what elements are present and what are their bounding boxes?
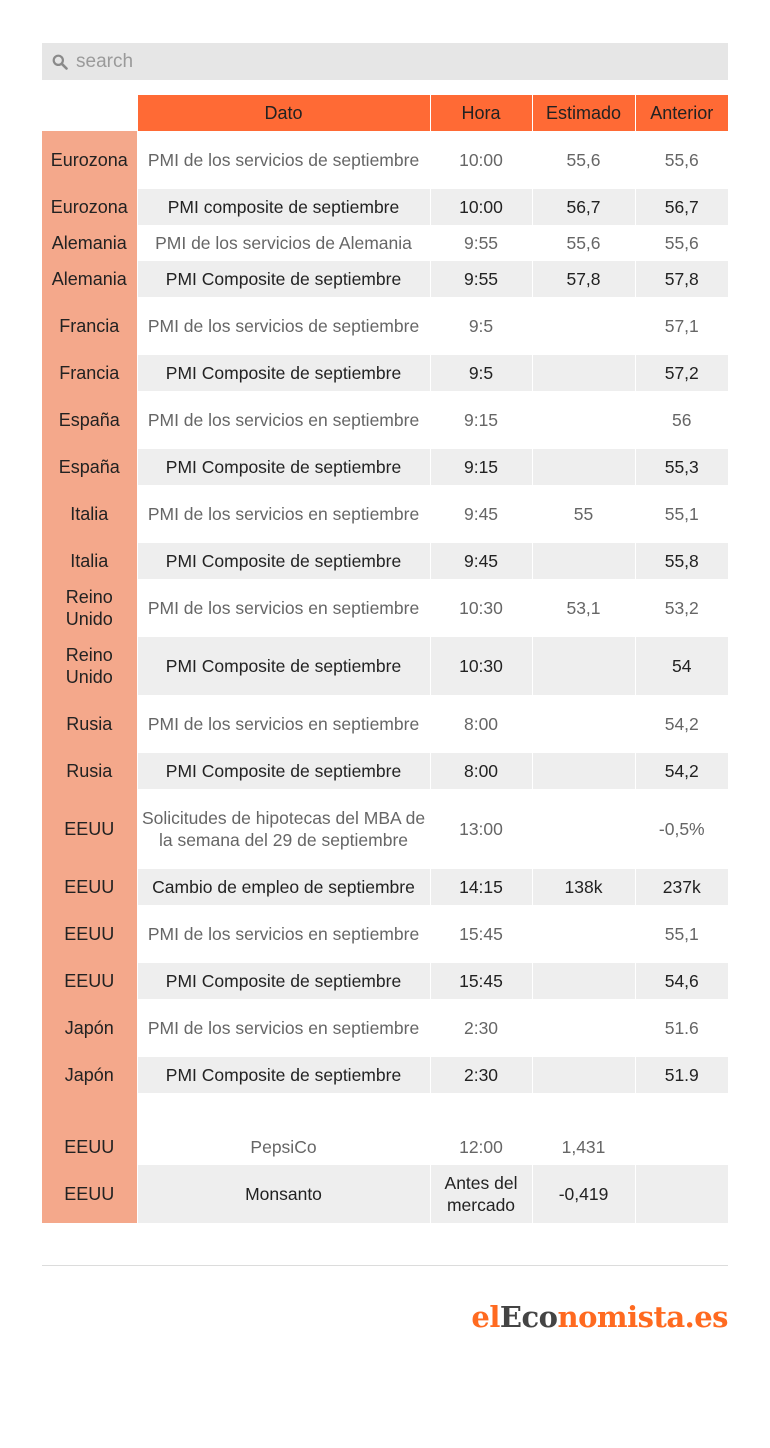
table-row	[42, 225, 728, 261]
table-row	[42, 449, 728, 485]
logo-text-eco: Eco	[499, 1300, 558, 1334]
cell-dato: PMI composite de septiembre	[137, 189, 430, 225]
logo-text-nomista: nomista.es	[557, 1300, 728, 1334]
cell-country: Rusia	[42, 753, 137, 789]
cell-hora: 2:30	[430, 1057, 532, 1093]
table-row	[42, 261, 728, 297]
cell-hora: 2:30	[430, 999, 532, 1057]
table-row	[42, 999, 728, 1057]
cell-dato: PMI de los servicios en septiembre	[137, 391, 430, 449]
table-row	[42, 189, 728, 225]
search-input[interactable]	[76, 51, 676, 73]
cell-anterior: 53,2	[635, 579, 728, 637]
cell-estimado	[532, 905, 635, 963]
cell-anterior: 56,7	[635, 189, 728, 225]
cell-estimado	[532, 543, 635, 579]
header-corner	[42, 95, 137, 131]
cell-anterior: 51.9	[635, 1057, 728, 1093]
column-header-anterior[interactable]: Anterior	[635, 95, 728, 131]
cell-hora: Antes del mercado	[430, 1165, 532, 1223]
cell-dato: PMI de los servicios de septiembre	[137, 297, 430, 355]
cell-hora: 15:45	[430, 963, 532, 999]
cell-anterior: -0,5%	[635, 789, 728, 869]
cell-hora: 10:00	[430, 131, 532, 189]
cell-dato: PMI de los servicios de septiembre	[137, 131, 430, 189]
cell-estimado: 53,1	[532, 579, 635, 637]
cell-dato: PMI Composite de septiembre	[137, 449, 430, 485]
cell-country: Reino Unido	[42, 637, 137, 695]
cell-anterior: 54	[635, 637, 728, 695]
cell-estimado	[532, 789, 635, 869]
cell-country: EEUU	[42, 905, 137, 963]
cell-dato: PMI de los servicios en septiembre	[137, 999, 430, 1057]
table-row	[42, 543, 728, 579]
column-header-hora[interactable]: Hora	[430, 95, 532, 131]
cell-hora: 8:00	[430, 695, 532, 753]
cell-country: EEUU	[42, 1129, 137, 1165]
cell-anterior: 56	[635, 391, 728, 449]
logo-text-el: el	[471, 1300, 500, 1334]
table-row	[42, 297, 728, 355]
cell-anterior: 54,6	[635, 963, 728, 999]
cell-estimado	[532, 637, 635, 695]
table-row	[42, 1057, 728, 1093]
cell-anterior: 54,2	[635, 695, 728, 753]
cell-hora: 9:55	[430, 225, 532, 261]
cell-estimado: 57,8	[532, 261, 635, 297]
cell-hora: 9:45	[430, 485, 532, 543]
table-row	[42, 963, 728, 999]
column-header-dato[interactable]: Dato	[137, 95, 430, 131]
cell-estimado: 55,6	[532, 225, 635, 261]
cell-dato: PepsiCo	[137, 1129, 430, 1165]
cell-estimado: 1,431	[532, 1129, 635, 1165]
cell-country: Alemania	[42, 225, 137, 261]
cell-hora: 9:45	[430, 543, 532, 579]
cell-anterior: 55,1	[635, 905, 728, 963]
cell-hora: 12:00	[430, 1129, 532, 1165]
cell-estimado	[532, 963, 635, 999]
cell-anterior: 57,8	[635, 261, 728, 297]
cell-anterior: 51.6	[635, 999, 728, 1057]
cell-hora: 10:00	[430, 189, 532, 225]
cell-anterior	[635, 1165, 728, 1223]
cell-dato: PMI de los servicios en septiembre	[137, 905, 430, 963]
cell-country: EEUU	[42, 789, 137, 869]
cell-anterior	[635, 1129, 728, 1165]
cell-dato	[137, 1093, 430, 1129]
cell-country: Reino Unido	[42, 579, 137, 637]
cell-dato: PMI Composite de septiembre	[137, 261, 430, 297]
table-row	[42, 1129, 728, 1165]
search-bar[interactable]	[42, 43, 728, 80]
table-row	[42, 753, 728, 789]
cell-anterior: 57,1	[635, 297, 728, 355]
table-row	[42, 579, 728, 637]
cell-anterior: 55,6	[635, 131, 728, 189]
cell-hora	[430, 1093, 532, 1129]
cell-dato: PMI de los servicios en septiembre	[137, 695, 430, 753]
cell-hora: 9:55	[430, 261, 532, 297]
table-row	[42, 905, 728, 963]
cell-dato: PMI Composite de septiembre	[137, 753, 430, 789]
column-header-estimado[interactable]: Estimado	[532, 95, 635, 131]
table-row	[42, 355, 728, 391]
cell-dato: PMI de los servicios en septiembre	[137, 579, 430, 637]
footer-divider	[42, 1265, 728, 1266]
cell-anterior: 54,2	[635, 753, 728, 789]
cell-country: Rusia	[42, 695, 137, 753]
cell-hora: 8:00	[430, 753, 532, 789]
cell-hora: 10:30	[430, 579, 532, 637]
cell-dato: PMI Composite de septiembre	[137, 355, 430, 391]
cell-estimado: 56,7	[532, 189, 635, 225]
cell-anterior	[635, 1093, 728, 1129]
cell-country: España	[42, 449, 137, 485]
table-row	[42, 789, 728, 869]
cell-estimado	[532, 695, 635, 753]
cell-country: Japón	[42, 999, 137, 1057]
cell-country: EEUU	[42, 963, 137, 999]
cell-estimado: 55,6	[532, 131, 635, 189]
cell-dato: PMI Composite de septiembre	[137, 963, 430, 999]
cell-hora: 13:00	[430, 789, 532, 869]
cell-hora: 15:45	[430, 905, 532, 963]
cell-hora: 14:15	[430, 869, 532, 905]
cell-estimado: 55	[532, 485, 635, 543]
cell-country: Eurozona	[42, 189, 137, 225]
cell-country: Alemania	[42, 261, 137, 297]
cell-estimado	[532, 297, 635, 355]
cell-estimado	[532, 391, 635, 449]
cell-dato: PMI de los servicios de Alemania	[137, 225, 430, 261]
cell-anterior: 55,3	[635, 449, 728, 485]
cell-anterior: 55,8	[635, 543, 728, 579]
table-row	[42, 131, 728, 189]
cell-hora: 10:30	[430, 637, 532, 695]
eleconomista-logo[interactable]	[471, 1300, 728, 1334]
cell-country: España	[42, 391, 137, 449]
cell-estimado	[532, 753, 635, 789]
table-row	[42, 485, 728, 543]
table-header-row	[42, 95, 728, 131]
table-spacer-row	[42, 1093, 728, 1129]
cell-dato: Cambio de empleo de septiembre	[137, 869, 430, 905]
search-icon	[52, 54, 68, 70]
cell-country: Japón	[42, 1057, 137, 1093]
cell-dato: PMI Composite de septiembre	[137, 1057, 430, 1093]
cell-estimado	[532, 355, 635, 391]
cell-anterior: 237k	[635, 869, 728, 905]
cell-hora: 9:5	[430, 355, 532, 391]
cell-country	[42, 1093, 137, 1129]
cell-anterior: 57,2	[635, 355, 728, 391]
cell-country: Italia	[42, 485, 137, 543]
calendar-table	[42, 95, 728, 1223]
cell-country: Francia	[42, 355, 137, 391]
table-row	[42, 391, 728, 449]
cell-estimado: -0,419	[532, 1165, 635, 1223]
cell-dato: Monsanto	[137, 1165, 430, 1223]
cell-estimado: 138k	[532, 869, 635, 905]
table-row	[42, 869, 728, 905]
cell-hora: 9:5	[430, 297, 532, 355]
table-row	[42, 695, 728, 753]
cell-country: EEUU	[42, 869, 137, 905]
table-row	[42, 637, 728, 695]
cell-estimado	[532, 1057, 635, 1093]
cell-dato: Solicitudes de hipotecas del MBA de la semana del 29 de septiembre	[137, 789, 430, 869]
table-row	[42, 1165, 728, 1223]
cell-hora: 9:15	[430, 391, 532, 449]
cell-estimado	[532, 449, 635, 485]
cell-country: EEUU	[42, 1165, 137, 1223]
cell-hora: 9:15	[430, 449, 532, 485]
cell-dato: PMI Composite de septiembre	[137, 543, 430, 579]
cell-country: Italia	[42, 543, 137, 579]
cell-anterior: 55,1	[635, 485, 728, 543]
cell-anterior: 55,6	[635, 225, 728, 261]
cell-dato: PMI Composite de septiembre	[137, 637, 430, 695]
cell-estimado	[532, 1093, 635, 1129]
cell-country: Francia	[42, 297, 137, 355]
cell-estimado	[532, 999, 635, 1057]
cell-country: Eurozona	[42, 131, 137, 189]
cell-dato: PMI de los servicios en septiembre	[137, 485, 430, 543]
